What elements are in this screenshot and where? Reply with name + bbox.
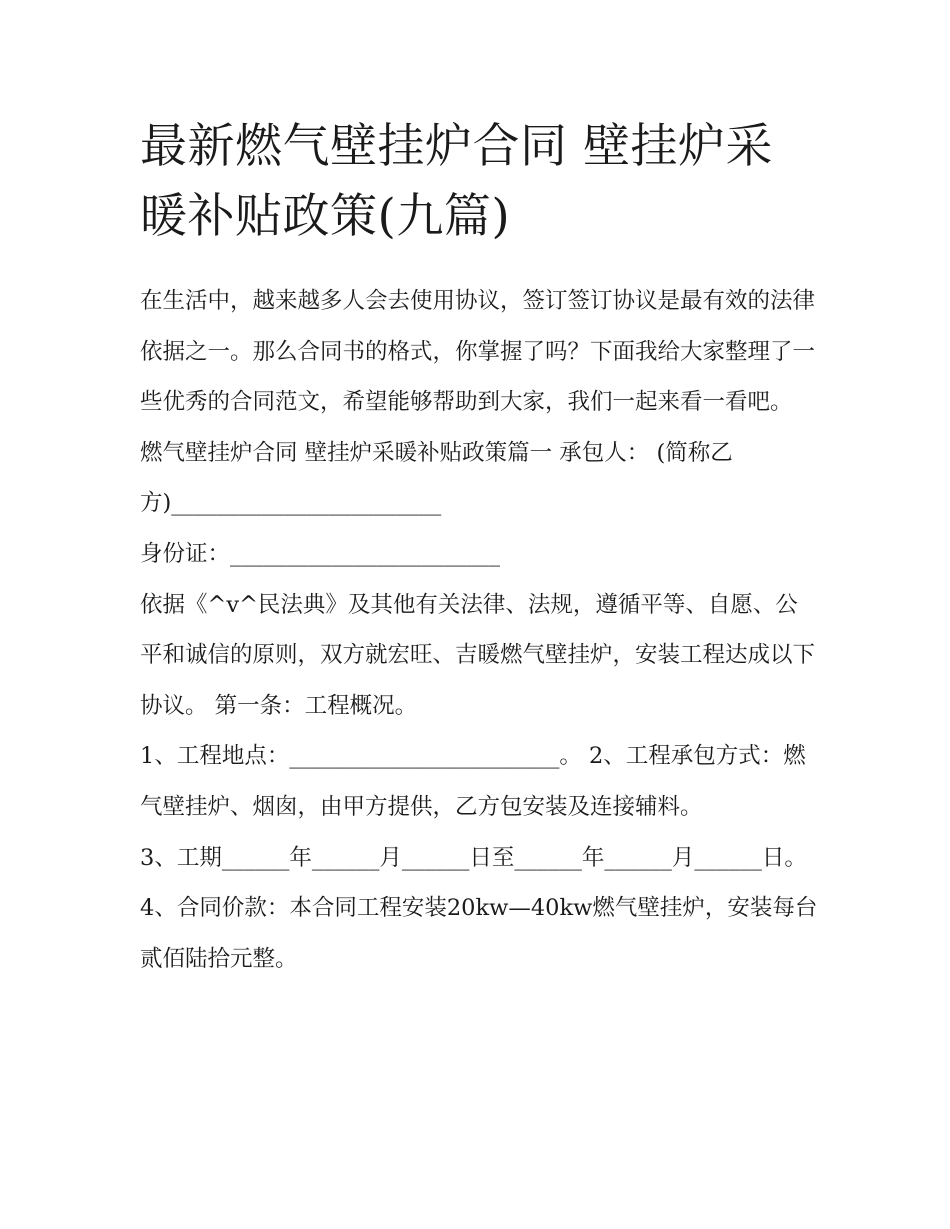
id-card-line: 身份证：________________________: [140, 540, 501, 567]
contractor-line: 燃气壁挂炉合同 壁挂炉采暖补贴政策篇一 承包人： (简称乙方)________________________: [140, 439, 733, 517]
legal-basis-paragraph: 依据《^v^民法典》及其他有关法律、法规，遵循平等、自愿、公平和诚信的原则，双方就宏旺、吉暖燃气壁挂炉，安装工程达成以下协议。 第一条：工程概况。: [140, 591, 816, 719]
duration-paragraph: 3、工期______年______月______日至______年______月______日。: [140, 844, 807, 871]
project-location-paragraph: 1、工程地点：________________________。 2、工程承包方式：燃气壁挂炉、烟囱，由甲方提供，乙方包安装及连接辅料。: [140, 743, 806, 820]
intro-paragraph: 在生活中，越来越多人会去使用协议，签订签订协议是最有效的法律依据之一。那么合同书的格式，你掌握了吗？下面我给大家整理了一些优秀的合同范文，希望能够帮助到大家，我们一起来看一看吧。: [140, 288, 816, 416]
contract-price-paragraph: 4、合同价款：本合同工程安装20kw—40kw燃气壁挂炉，安装每台贰佰陆拾元整。: [140, 895, 818, 972]
document-body: [140, 276, 820, 984]
document-title: 最新燃气壁挂炉合同 壁挂炉采暖补贴政策(九篇): [140, 119, 773, 244]
